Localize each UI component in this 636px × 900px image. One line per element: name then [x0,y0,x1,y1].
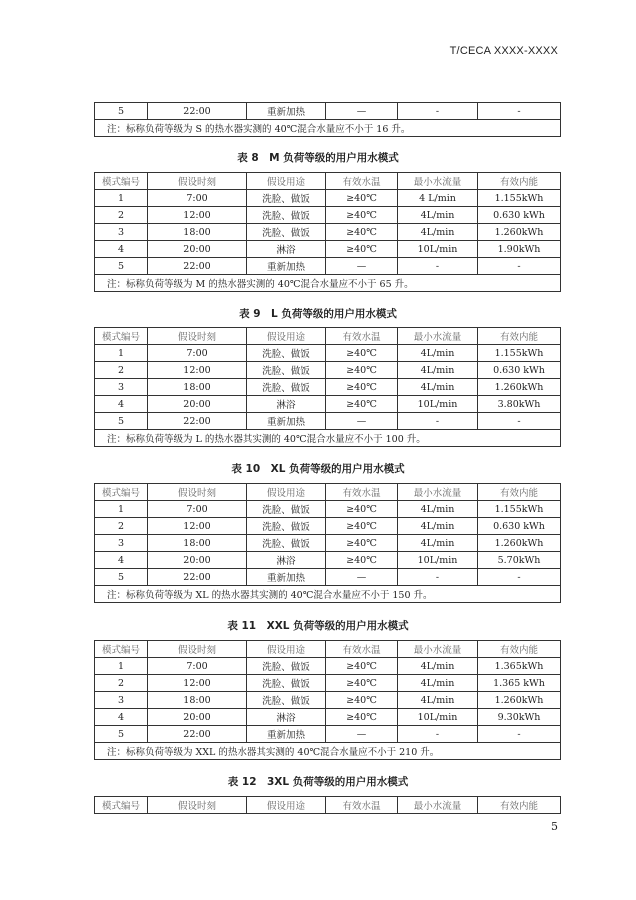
table-cell: 18:00 [148,224,247,241]
table-cell: 4 [95,709,148,726]
table-cell: 4L/min [398,207,478,224]
table-row [95,379,561,396]
table-cell: ≥40℃ [326,658,398,675]
column-header: 有效水温 [326,797,398,814]
table-title: 表 9 L 负荷等级的用户用水模式 [239,308,397,320]
table-cell: 洗脸、做饭 [247,362,326,379]
table-cell: 22:00 [148,726,247,743]
table-cell: 重新加热 [247,103,326,120]
table-cell: 1.260kWh [478,379,561,396]
table-cell: 12:00 [148,362,247,379]
table-cell: ≥40℃ [326,552,398,569]
table-title: 表 12 3XL 负荷等级的用户用水模式 [227,776,409,788]
column-header: 有效内能 [478,797,561,814]
table-cell: 1.365kWh [478,658,561,675]
table-row [95,241,561,258]
table-note-row [95,586,561,603]
column-header: 最小水流量 [398,641,478,658]
table-cell: 5 [95,569,148,586]
column-header: 假设时刻 [148,173,247,190]
table-cell: 4L/min [398,362,478,379]
page-number: 5 [551,820,558,833]
table-cell: 1.155kWh [478,501,561,518]
table-cell: 22:00 [148,258,247,275]
table-cell: 4 [95,396,148,413]
table-cell: 洗脸、做饭 [247,658,326,675]
table-row [95,258,561,275]
usage-pattern-table [94,796,561,814]
table-cell: 4L/min [398,345,478,362]
table-cell: 1.155kWh [478,345,561,362]
table-cell: ≥40℃ [326,379,398,396]
table-cell: 2 [95,362,148,379]
table-cell: 7:00 [148,658,247,675]
table-cell: 1 [95,658,148,675]
table-cell: 20:00 [148,552,247,569]
table-cell: 3 [95,224,148,241]
table-row [95,552,561,569]
column-header: 最小水流量 [398,797,478,814]
table-cell: — [326,258,398,275]
table-cell: 重新加热 [247,413,326,430]
table-cell: 1.260kWh [478,692,561,709]
table-row [95,207,561,224]
column-header: 最小水流量 [398,484,478,501]
table-header-row [95,484,561,501]
table-cell: 1.365 kWh [478,675,561,692]
table-cell: ≥40℃ [326,362,398,379]
table-cell: 重新加热 [247,569,326,586]
table-cell: 18:00 [148,379,247,396]
table-cell: ≥40℃ [326,207,398,224]
column-header: 有效水温 [326,328,398,345]
table-cell: - [398,103,478,120]
table-row [95,569,561,586]
table-header-row [95,173,561,190]
table-cell: 重新加热 [247,258,326,275]
table-cell: 2 [95,518,148,535]
table-cell: ≥40℃ [326,675,398,692]
table-cell: 4L/min [398,379,478,396]
column-header: 模式编号 [95,328,148,345]
table-cell: ≥40℃ [326,709,398,726]
column-header: 假设用途 [247,484,326,501]
column-header: 有效水温 [326,484,398,501]
table-cell: 20:00 [148,241,247,258]
table-cell: 10L/min [398,709,478,726]
table-cell: 20:00 [148,396,247,413]
table-cell: ≥40℃ [326,345,398,362]
table-title: 表 10 XL 负荷等级的用户用水模式 [231,463,405,475]
table-note-row [95,120,561,137]
table-cell: 4L/min [398,658,478,675]
table-note: 注：标称负荷等级为 S 的热水器实测的 40℃混合水量应不小于 16 升。 [95,120,561,137]
table-note-row [95,430,561,447]
table-cell: 洗脸、做饭 [247,379,326,396]
table-cell: 18:00 [148,692,247,709]
table-cell: ≥40℃ [326,241,398,258]
table-row [95,692,561,709]
table-cell: - [398,726,478,743]
usage-pattern-table [94,327,561,447]
table-cell: - [478,726,561,743]
column-header: 假设时刻 [148,484,247,501]
table-row [95,345,561,362]
table-cell: 5 [95,103,148,120]
table-cell: ≥40℃ [326,224,398,241]
table-cell: 洗脸、做饭 [247,345,326,362]
table-row [95,518,561,535]
table-cell: - [478,413,561,430]
table-cell: 4L/min [398,224,478,241]
table-cell: 12:00 [148,207,247,224]
usage-pattern-table [94,483,561,603]
table-note: 注：标称负荷等级为 XL 的热水器其实测的 40℃混合水量应不小于 150 升。 [95,586,561,603]
table-cell: 4L/min [398,675,478,692]
table-row [95,190,561,207]
table-cell: ≥40℃ [326,190,398,207]
table-cell: 1.260kWh [478,224,561,241]
table-cell: 淋浴 [247,552,326,569]
table-title: 表 8 M 负荷等级的用户用水模式 [237,152,399,164]
table-row [95,535,561,552]
table-cell: 9.30kWh [478,709,561,726]
table-title: 表 11 XXL 负荷等级的用户用水模式 [227,620,409,632]
table-cell: 1.260kWh [478,535,561,552]
table-cell: 0.630 kWh [478,362,561,379]
column-header: 模式编号 [95,484,148,501]
table-cell: - [398,258,478,275]
table-cell: - [398,569,478,586]
table-cell: 20:00 [148,709,247,726]
table-cell: ≥40℃ [326,535,398,552]
table-row [95,396,561,413]
table-cell: 0.630 kWh [478,518,561,535]
table-cell: 3 [95,379,148,396]
table-row [95,103,561,120]
table-note-row [95,743,561,760]
table-cell: 2 [95,207,148,224]
table-cell: 4L/min [398,692,478,709]
column-header: 有效内能 [478,484,561,501]
table-row [95,501,561,518]
table-s-continued [94,102,561,137]
column-header: 模式编号 [95,173,148,190]
table-cell: 4 L/min [398,190,478,207]
table-cell: 22:00 [148,413,247,430]
table-cell: 重新加热 [247,726,326,743]
table-cell: 3 [95,692,148,709]
table-cell: 22:00 [148,569,247,586]
table-cell: 5 [95,258,148,275]
column-header: 假设时刻 [148,641,247,658]
table-cell: 洗脸、做饭 [247,207,326,224]
table-cell: — [326,726,398,743]
table-row [95,709,561,726]
table-cell: 7:00 [148,190,247,207]
column-header: 模式编号 [95,797,148,814]
table-cell: 7:00 [148,501,247,518]
table-cell: 4L/min [398,518,478,535]
usage-pattern-table [94,640,561,760]
table-cell: - [478,103,561,120]
table-cell: 洗脸、做饭 [247,190,326,207]
column-header: 有效水温 [326,641,398,658]
table-row [95,224,561,241]
table-header-row [95,797,561,814]
table-row [95,362,561,379]
column-header: 最小水流量 [398,328,478,345]
table-cell: - [478,569,561,586]
table-row [95,658,561,675]
table-cell: — [326,413,398,430]
table-row [95,726,561,743]
table-cell: 12:00 [148,675,247,692]
table-header-row [95,641,561,658]
table-cell: 1.155kWh [478,190,561,207]
table-row [95,413,561,430]
table-cell: — [326,103,398,120]
document-code: T/CECA XXXX-XXXX [449,45,558,57]
column-header: 模式编号 [95,641,148,658]
table-cell: 3 [95,535,148,552]
table-cell: 洗脸、做饭 [247,692,326,709]
column-header: 有效水温 [326,173,398,190]
table-cell: 10L/min [398,241,478,258]
table-cell: - [398,413,478,430]
table-cell: 5 [95,726,148,743]
column-header: 有效内能 [478,328,561,345]
table-cell: 2 [95,675,148,692]
table-cell: 1 [95,190,148,207]
table-note-row [95,275,561,292]
table-cell: 12:00 [148,518,247,535]
table-cell: 5 [95,413,148,430]
table-cell: ≥40℃ [326,692,398,709]
table-cell: 3.80kWh [478,396,561,413]
column-header: 有效内能 [478,641,561,658]
table-cell: 4L/min [398,501,478,518]
table-cell: 10L/min [398,396,478,413]
table-cell: 22:00 [148,103,247,120]
table-header-row [95,328,561,345]
column-header: 假设时刻 [148,797,247,814]
table-cell: 洗脸、做饭 [247,675,326,692]
column-header: 假设用途 [247,641,326,658]
column-header: 假设用途 [247,173,326,190]
table-cell: 淋浴 [247,709,326,726]
column-header: 假设时刻 [148,328,247,345]
table-cell: 洗脸、做饭 [247,535,326,552]
table-row [95,675,561,692]
table-cell: 1 [95,501,148,518]
column-header: 有效内能 [478,173,561,190]
table-cell: 18:00 [148,535,247,552]
table-cell: — [326,569,398,586]
table-cell: 1 [95,345,148,362]
table-cell: 淋浴 [247,396,326,413]
table-cell: 10L/min [398,552,478,569]
table-cell: 4 [95,552,148,569]
table-note: 注：标称负荷等级为 L 的热水器其实测的 40℃混合水量应不小于 100 升。 [95,430,561,447]
table-cell: 5.70kWh [478,552,561,569]
table-cell: 淋浴 [247,241,326,258]
column-header: 假设用途 [247,797,326,814]
table-cell: 1.90kWh [478,241,561,258]
table-cell: 洗脸、做饭 [247,224,326,241]
table-cell: 洗脸、做饭 [247,518,326,535]
table-cell: 7:00 [148,345,247,362]
table-cell: 4L/min [398,535,478,552]
table-cell: 洗脸、做饭 [247,501,326,518]
table-cell: ≥40℃ [326,501,398,518]
usage-pattern-table [94,172,561,292]
column-header: 最小水流量 [398,173,478,190]
table-cell: - [478,258,561,275]
table-cell: ≥40℃ [326,396,398,413]
table-cell: 4 [95,241,148,258]
table-note: 注：标称负荷等级为 M 的热水器实测的 40℃混合水量应不小于 65 升。 [95,275,561,292]
column-header: 假设用途 [247,328,326,345]
table-cell: 0.630 kWh [478,207,561,224]
table-cell: ≥40℃ [326,518,398,535]
table-note: 注：标称负荷等级为 XXL 的热水器其实测的 40℃混合水量应不小于 210 升。 [95,743,561,760]
